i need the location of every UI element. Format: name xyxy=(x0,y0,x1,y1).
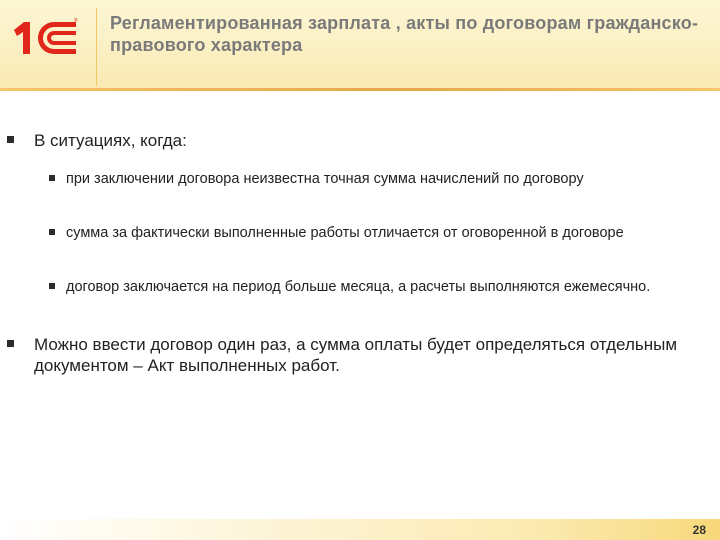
sub-bullet-item-2 xyxy=(66,224,686,242)
square-bullet-icon xyxy=(7,136,14,143)
sub-bullet-item-1 xyxy=(66,170,686,188)
header-underline xyxy=(0,88,720,91)
slide-header xyxy=(0,0,720,88)
page-number: 28 xyxy=(692,523,706,537)
bullet-text: В ситуациях, когда: xyxy=(34,131,187,150)
header-divider xyxy=(96,8,97,86)
square-bullet-icon xyxy=(49,283,55,289)
square-bullet-icon xyxy=(49,229,55,235)
sub-bullet-text: при заключении договора неизвестна точная сумма начислений по договору xyxy=(66,171,584,187)
1c-logo xyxy=(10,16,82,60)
bullet-item-1 xyxy=(34,130,704,151)
bullet-text: Можно ввести договор один раз, а сумма оплаты будет определяться отдельным документом – Акт выполненных работ. xyxy=(34,335,678,375)
sub-bullet-text: договор заключается на период больше месяца, а расчеты выполняются ежемесячно. xyxy=(66,279,651,295)
square-bullet-icon xyxy=(7,340,14,347)
registered-mark: ® xyxy=(74,18,78,24)
slide-title: Регламентированная зарплата , акты по договорам гражданско-правового характера xyxy=(110,13,699,55)
sub-bullet-item-3 xyxy=(66,278,686,296)
footer-bar xyxy=(0,519,720,540)
bullet-item-2 xyxy=(34,334,704,376)
sub-bullet-text: сумма за фактически выполненные работы отличается от оговоренной в договоре xyxy=(66,225,624,241)
square-bullet-icon xyxy=(49,175,55,181)
